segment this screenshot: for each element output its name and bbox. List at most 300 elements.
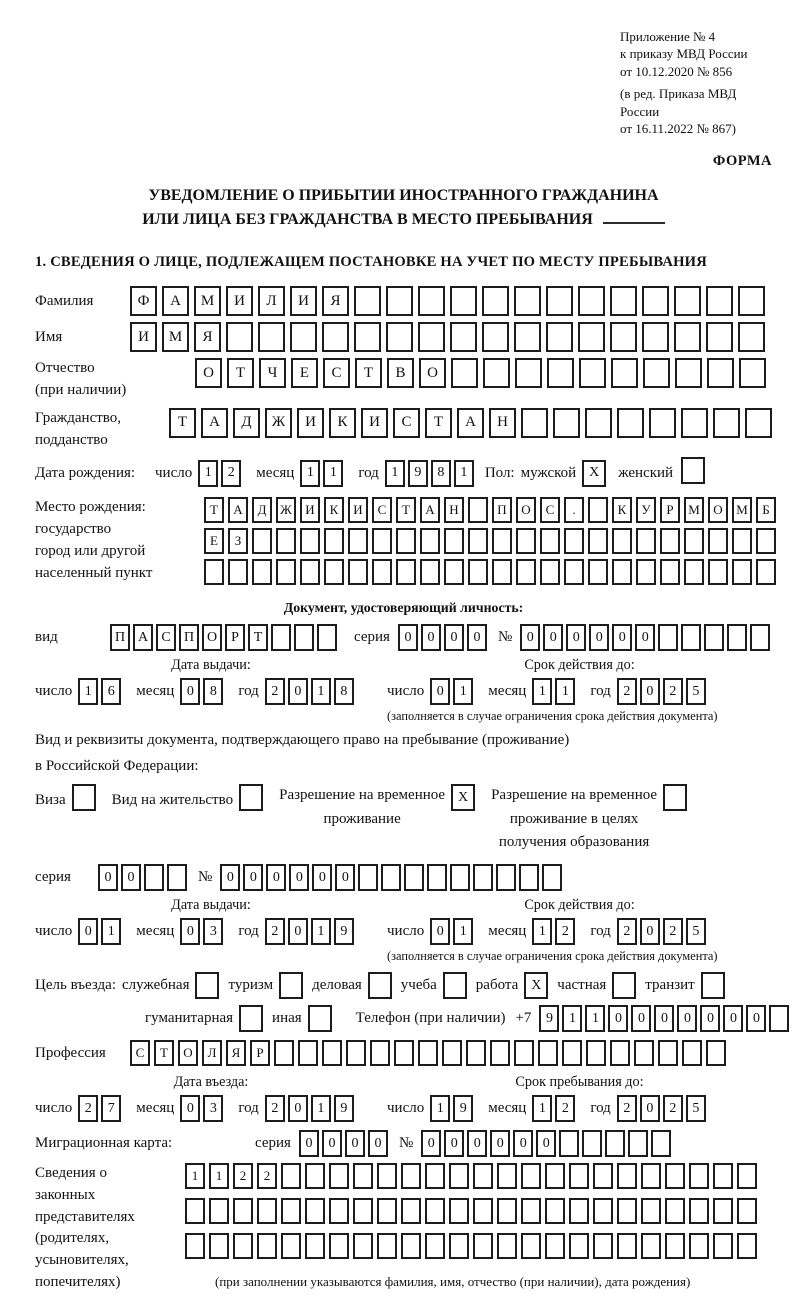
- char-box[interactable]: 2: [265, 1095, 285, 1122]
- char-box[interactable]: А: [228, 497, 248, 523]
- checkbox[interactable]: [663, 784, 687, 811]
- char-box[interactable]: 2: [233, 1163, 253, 1189]
- char-box[interactable]: [564, 559, 584, 585]
- char-box[interactable]: [450, 322, 477, 352]
- char-box[interactable]: [396, 528, 416, 554]
- char-box[interactable]: [713, 1163, 733, 1189]
- char-box[interactable]: [516, 528, 536, 554]
- char-box[interactable]: [617, 408, 644, 438]
- char-box[interactable]: А: [201, 408, 228, 438]
- char-box[interactable]: [329, 1163, 349, 1189]
- char-box[interactable]: 1: [532, 678, 552, 705]
- checkbox[interactable]: [239, 784, 263, 811]
- checkbox[interactable]: X: [451, 784, 475, 811]
- char-box[interactable]: [281, 1233, 301, 1259]
- char-box[interactable]: [642, 322, 669, 352]
- char-box[interactable]: [682, 1040, 702, 1066]
- char-box[interactable]: [769, 1005, 789, 1032]
- char-box[interactable]: 1: [532, 918, 552, 945]
- char-box[interactable]: 1: [585, 1005, 605, 1032]
- char-box[interactable]: [425, 1163, 445, 1189]
- char-box[interactable]: [353, 1163, 373, 1189]
- char-box[interactable]: 0: [520, 624, 540, 651]
- char-box[interactable]: [276, 559, 296, 585]
- char-box[interactable]: И: [348, 497, 368, 523]
- char-box[interactable]: [593, 1233, 613, 1259]
- char-box[interactable]: [466, 1040, 486, 1066]
- char-box[interactable]: 0: [430, 918, 450, 945]
- char-box[interactable]: [515, 358, 542, 388]
- char-box[interactable]: [449, 1163, 469, 1189]
- char-box[interactable]: Ж: [276, 497, 296, 523]
- char-box[interactable]: 1: [532, 1095, 552, 1122]
- char-box[interactable]: 7: [101, 1095, 121, 1122]
- char-box[interactable]: И: [297, 408, 324, 438]
- char-box[interactable]: [324, 528, 344, 554]
- char-box[interactable]: Я: [322, 286, 349, 316]
- char-box[interactable]: 2: [663, 678, 683, 705]
- char-box[interactable]: [578, 286, 605, 316]
- char-box[interactable]: 9: [408, 460, 428, 487]
- char-box[interactable]: С: [156, 624, 176, 651]
- char-box[interactable]: Д: [252, 497, 272, 523]
- char-box[interactable]: [588, 559, 608, 585]
- char-box[interactable]: [586, 1040, 606, 1066]
- char-box[interactable]: [305, 1163, 325, 1189]
- char-box[interactable]: 0: [612, 624, 632, 651]
- char-box[interactable]: 3: [203, 918, 223, 945]
- char-box[interactable]: 1: [101, 918, 121, 945]
- checkbox[interactable]: X: [582, 460, 606, 487]
- char-box[interactable]: 0: [723, 1005, 743, 1032]
- char-box[interactable]: [294, 624, 314, 651]
- char-box[interactable]: [252, 528, 272, 554]
- char-box[interactable]: И: [290, 286, 317, 316]
- char-box[interactable]: У: [636, 497, 656, 523]
- char-box[interactable]: [651, 1130, 671, 1157]
- char-box[interactable]: [634, 1040, 654, 1066]
- char-box[interactable]: [706, 286, 733, 316]
- char-box[interactable]: 8: [203, 678, 223, 705]
- char-box[interactable]: [737, 1163, 757, 1189]
- char-box[interactable]: [578, 322, 605, 352]
- char-box[interactable]: 9: [453, 1095, 473, 1122]
- char-box[interactable]: [204, 559, 224, 585]
- char-box[interactable]: 0: [746, 1005, 766, 1032]
- char-box[interactable]: [738, 322, 765, 352]
- char-box[interactable]: 8: [431, 460, 451, 487]
- char-box[interactable]: [617, 1198, 637, 1224]
- char-box[interactable]: [689, 1163, 709, 1189]
- char-box[interactable]: [732, 559, 752, 585]
- char-box[interactable]: [468, 528, 488, 554]
- checkbox[interactable]: X: [524, 972, 548, 999]
- char-box[interactable]: 0: [220, 864, 240, 891]
- char-box[interactable]: [386, 286, 413, 316]
- char-box[interactable]: [322, 1040, 342, 1066]
- checkbox[interactable]: [368, 972, 392, 999]
- char-box[interactable]: [483, 358, 510, 388]
- char-box[interactable]: [610, 322, 637, 352]
- char-box[interactable]: [492, 559, 512, 585]
- char-box[interactable]: 0: [608, 1005, 628, 1032]
- char-box[interactable]: [569, 1233, 589, 1259]
- char-box[interactable]: [547, 358, 574, 388]
- char-box[interactable]: [538, 1040, 558, 1066]
- char-box[interactable]: [737, 1233, 757, 1259]
- char-box[interactable]: [324, 559, 344, 585]
- char-box[interactable]: И: [130, 322, 157, 352]
- char-box[interactable]: 0: [421, 624, 441, 651]
- char-box[interactable]: И: [361, 408, 388, 438]
- char-box[interactable]: Р: [250, 1040, 270, 1066]
- char-box[interactable]: К: [324, 497, 344, 523]
- char-box[interactable]: [545, 1233, 565, 1259]
- char-box[interactable]: 0: [421, 1130, 441, 1157]
- char-box[interactable]: [425, 1198, 445, 1224]
- char-box[interactable]: 0: [299, 1130, 319, 1157]
- char-box[interactable]: [643, 358, 670, 388]
- char-box[interactable]: 0: [98, 864, 118, 891]
- char-box[interactable]: [404, 864, 424, 891]
- char-box[interactable]: 0: [640, 678, 660, 705]
- char-box[interactable]: [610, 286, 637, 316]
- char-box[interactable]: П: [492, 497, 512, 523]
- char-box[interactable]: [750, 624, 770, 651]
- char-box[interactable]: [756, 559, 776, 585]
- char-box[interactable]: 0: [288, 918, 308, 945]
- char-box[interactable]: 0: [312, 864, 332, 891]
- char-box[interactable]: [617, 1233, 637, 1259]
- char-box[interactable]: [732, 528, 752, 554]
- char-box[interactable]: [514, 1040, 534, 1066]
- char-box[interactable]: [329, 1233, 349, 1259]
- char-box[interactable]: [658, 1040, 678, 1066]
- char-box[interactable]: [348, 528, 368, 554]
- char-box[interactable]: [706, 1040, 726, 1066]
- char-box[interactable]: 2: [617, 678, 637, 705]
- checkbox[interactable]: [308, 1005, 332, 1032]
- char-box[interactable]: [396, 559, 416, 585]
- char-box[interactable]: З: [228, 528, 248, 554]
- char-box[interactable]: [684, 559, 704, 585]
- char-box[interactable]: [579, 358, 606, 388]
- char-box[interactable]: [519, 864, 539, 891]
- char-box[interactable]: [346, 1040, 366, 1066]
- char-box[interactable]: [274, 1040, 294, 1066]
- char-box[interactable]: [401, 1198, 421, 1224]
- char-box[interactable]: [329, 1198, 349, 1224]
- char-box[interactable]: [562, 1040, 582, 1066]
- char-box[interactable]: [545, 1198, 565, 1224]
- char-box[interactable]: [704, 624, 724, 651]
- char-box[interactable]: [372, 559, 392, 585]
- char-box[interactable]: [521, 1233, 541, 1259]
- char-box[interactable]: Е: [204, 528, 224, 554]
- checkbox[interactable]: [443, 972, 467, 999]
- char-box[interactable]: [233, 1198, 253, 1224]
- char-box[interactable]: 0: [430, 678, 450, 705]
- char-box[interactable]: Т: [248, 624, 268, 651]
- char-box[interactable]: [305, 1233, 325, 1259]
- char-box[interactable]: 0: [78, 918, 98, 945]
- char-box[interactable]: [420, 528, 440, 554]
- char-box[interactable]: 0: [700, 1005, 720, 1032]
- char-box[interactable]: 0: [635, 624, 655, 651]
- char-box[interactable]: [377, 1163, 397, 1189]
- char-box[interactable]: 0: [322, 1130, 342, 1157]
- char-box[interactable]: 8: [334, 678, 354, 705]
- char-box[interactable]: [636, 528, 656, 554]
- char-box[interactable]: [521, 1163, 541, 1189]
- char-box[interactable]: 0: [368, 1130, 388, 1157]
- char-box[interactable]: 1: [385, 460, 405, 487]
- char-box[interactable]: И: [300, 497, 320, 523]
- char-box[interactable]: 5: [686, 1095, 706, 1122]
- char-box[interactable]: 5: [686, 918, 706, 945]
- char-box[interactable]: 1: [311, 918, 331, 945]
- char-box[interactable]: [473, 864, 493, 891]
- char-box[interactable]: [482, 322, 509, 352]
- char-box[interactable]: [300, 559, 320, 585]
- checkbox[interactable]: [195, 972, 219, 999]
- char-box[interactable]: А: [162, 286, 189, 316]
- char-box[interactable]: [649, 408, 676, 438]
- checkbox[interactable]: [612, 972, 636, 999]
- char-box[interactable]: А: [457, 408, 484, 438]
- char-box[interactable]: 0: [180, 678, 200, 705]
- char-box[interactable]: 0: [654, 1005, 674, 1032]
- char-box[interactable]: 1: [300, 460, 320, 487]
- char-box[interactable]: [569, 1198, 589, 1224]
- char-box[interactable]: 1: [430, 1095, 450, 1122]
- char-box[interactable]: [427, 864, 447, 891]
- char-box[interactable]: [290, 322, 317, 352]
- char-box[interactable]: С: [540, 497, 560, 523]
- char-box[interactable]: А: [133, 624, 153, 651]
- char-box[interactable]: [377, 1198, 397, 1224]
- char-box[interactable]: [737, 1198, 757, 1224]
- char-box[interactable]: [354, 322, 381, 352]
- char-box[interactable]: [490, 1040, 510, 1066]
- char-box[interactable]: [689, 1198, 709, 1224]
- char-box[interactable]: [258, 322, 285, 352]
- char-box[interactable]: 0: [180, 918, 200, 945]
- char-box[interactable]: [305, 1198, 325, 1224]
- char-box[interactable]: 1: [311, 678, 331, 705]
- char-box[interactable]: 1: [311, 1095, 331, 1122]
- char-box[interactable]: [641, 1233, 661, 1259]
- char-box[interactable]: [449, 1233, 469, 1259]
- char-box[interactable]: [473, 1198, 493, 1224]
- checkbox[interactable]: [681, 457, 705, 484]
- char-box[interactable]: 2: [221, 460, 241, 487]
- char-box[interactable]: 2: [555, 1095, 575, 1122]
- char-box[interactable]: Ж: [265, 408, 292, 438]
- char-box[interactable]: [209, 1198, 229, 1224]
- char-box[interactable]: В: [387, 358, 414, 388]
- char-box[interactable]: О: [178, 1040, 198, 1066]
- char-box[interactable]: Р: [660, 497, 680, 523]
- char-box[interactable]: [521, 408, 548, 438]
- char-box[interactable]: [353, 1198, 373, 1224]
- char-box[interactable]: [564, 528, 584, 554]
- char-box[interactable]: [559, 1130, 579, 1157]
- char-box[interactable]: 0: [677, 1005, 697, 1032]
- char-box[interactable]: 2: [257, 1163, 277, 1189]
- checkbox[interactable]: [72, 784, 96, 811]
- char-box[interactable]: 9: [334, 1095, 354, 1122]
- char-box[interactable]: [425, 1233, 445, 1259]
- char-box[interactable]: 5: [686, 678, 706, 705]
- char-box[interactable]: [257, 1198, 277, 1224]
- char-box[interactable]: [497, 1233, 517, 1259]
- char-box[interactable]: [468, 559, 488, 585]
- char-box[interactable]: [642, 286, 669, 316]
- char-box[interactable]: [450, 864, 470, 891]
- checkbox[interactable]: [279, 972, 303, 999]
- checkbox[interactable]: [701, 972, 725, 999]
- char-box[interactable]: 0: [631, 1005, 651, 1032]
- char-box[interactable]: 1: [78, 678, 98, 705]
- char-box[interactable]: [628, 1130, 648, 1157]
- char-box[interactable]: 0: [289, 864, 309, 891]
- char-box[interactable]: [353, 1233, 373, 1259]
- char-box[interactable]: [185, 1198, 205, 1224]
- char-box[interactable]: [660, 559, 680, 585]
- char-box[interactable]: О: [202, 624, 222, 651]
- char-box[interactable]: [521, 1198, 541, 1224]
- char-box[interactable]: Ф: [130, 286, 157, 316]
- char-box[interactable]: [401, 1163, 421, 1189]
- char-box[interactable]: 0: [640, 918, 660, 945]
- char-box[interactable]: [582, 1130, 602, 1157]
- char-box[interactable]: [442, 1040, 462, 1066]
- char-box[interactable]: [713, 1233, 733, 1259]
- char-box[interactable]: 9: [539, 1005, 559, 1032]
- char-box[interactable]: Р: [225, 624, 245, 651]
- char-box[interactable]: 2: [663, 918, 683, 945]
- char-box[interactable]: [665, 1163, 685, 1189]
- char-box[interactable]: 3: [203, 1095, 223, 1122]
- char-box[interactable]: К: [612, 497, 632, 523]
- char-box[interactable]: 2: [663, 1095, 683, 1122]
- char-box[interactable]: [569, 1163, 589, 1189]
- char-box[interactable]: 0: [121, 864, 141, 891]
- char-box[interactable]: [354, 286, 381, 316]
- char-box[interactable]: [546, 322, 573, 352]
- char-box[interactable]: [418, 1040, 438, 1066]
- char-box[interactable]: 1: [453, 678, 473, 705]
- char-box[interactable]: .: [564, 497, 584, 523]
- char-box[interactable]: Т: [227, 358, 254, 388]
- char-box[interactable]: 0: [288, 1095, 308, 1122]
- char-box[interactable]: [209, 1233, 229, 1259]
- char-box[interactable]: 1: [209, 1163, 229, 1189]
- char-box[interactable]: Т: [396, 497, 416, 523]
- char-box[interactable]: Ч: [259, 358, 286, 388]
- char-box[interactable]: 2: [265, 918, 285, 945]
- char-box[interactable]: [167, 864, 187, 891]
- char-box[interactable]: [358, 864, 378, 891]
- char-box[interactable]: [300, 528, 320, 554]
- char-box[interactable]: [605, 1130, 625, 1157]
- char-box[interactable]: [252, 559, 272, 585]
- char-box[interactable]: 1: [562, 1005, 582, 1032]
- char-box[interactable]: 1: [454, 460, 474, 487]
- char-box[interactable]: [542, 864, 562, 891]
- char-box[interactable]: 0: [640, 1095, 660, 1122]
- char-box[interactable]: 2: [555, 918, 575, 945]
- char-box[interactable]: И: [226, 286, 253, 316]
- char-box[interactable]: [660, 528, 680, 554]
- char-box[interactable]: Д: [233, 408, 260, 438]
- char-box[interactable]: Е: [291, 358, 318, 388]
- char-box[interactable]: 0: [335, 864, 355, 891]
- char-box[interactable]: [451, 358, 478, 388]
- char-box[interactable]: М: [162, 322, 189, 352]
- char-box[interactable]: [681, 624, 701, 651]
- char-box[interactable]: [658, 624, 678, 651]
- char-box[interactable]: 0: [589, 624, 609, 651]
- char-box[interactable]: Н: [444, 497, 464, 523]
- char-box[interactable]: [444, 559, 464, 585]
- char-box[interactable]: 1: [185, 1163, 205, 1189]
- char-box[interactable]: М: [684, 497, 704, 523]
- char-box[interactable]: [444, 528, 464, 554]
- char-box[interactable]: [593, 1163, 613, 1189]
- char-box[interactable]: [553, 408, 580, 438]
- char-box[interactable]: Т: [154, 1040, 174, 1066]
- char-box[interactable]: Т: [355, 358, 382, 388]
- char-box[interactable]: [370, 1040, 390, 1066]
- char-box[interactable]: [641, 1163, 661, 1189]
- char-box[interactable]: [713, 408, 740, 438]
- char-box[interactable]: 0: [490, 1130, 510, 1157]
- char-box[interactable]: 2: [78, 1095, 98, 1122]
- char-box[interactable]: [468, 497, 488, 523]
- char-box[interactable]: О: [419, 358, 446, 388]
- char-box[interactable]: 0: [444, 1130, 464, 1157]
- char-box[interactable]: 0: [536, 1130, 556, 1157]
- char-box[interactable]: О: [195, 358, 222, 388]
- char-box[interactable]: [611, 358, 638, 388]
- char-box[interactable]: [449, 1198, 469, 1224]
- char-box[interactable]: [473, 1163, 493, 1189]
- char-box[interactable]: [497, 1198, 517, 1224]
- char-box[interactable]: 0: [543, 624, 563, 651]
- char-box[interactable]: [496, 864, 516, 891]
- char-box[interactable]: [675, 358, 702, 388]
- char-box[interactable]: [707, 358, 734, 388]
- char-box[interactable]: [298, 1040, 318, 1066]
- char-box[interactable]: [756, 528, 776, 554]
- char-box[interactable]: Л: [202, 1040, 222, 1066]
- char-box[interactable]: [684, 528, 704, 554]
- char-box[interactable]: М: [194, 286, 221, 316]
- char-box[interactable]: [281, 1163, 301, 1189]
- char-box[interactable]: [144, 864, 164, 891]
- char-box[interactable]: [674, 286, 701, 316]
- char-box[interactable]: [281, 1198, 301, 1224]
- char-box[interactable]: [612, 559, 632, 585]
- char-box[interactable]: [514, 286, 541, 316]
- char-box[interactable]: [418, 322, 445, 352]
- char-box[interactable]: С: [130, 1040, 150, 1066]
- char-box[interactable]: [482, 286, 509, 316]
- char-box[interactable]: 0: [345, 1130, 365, 1157]
- char-box[interactable]: [514, 322, 541, 352]
